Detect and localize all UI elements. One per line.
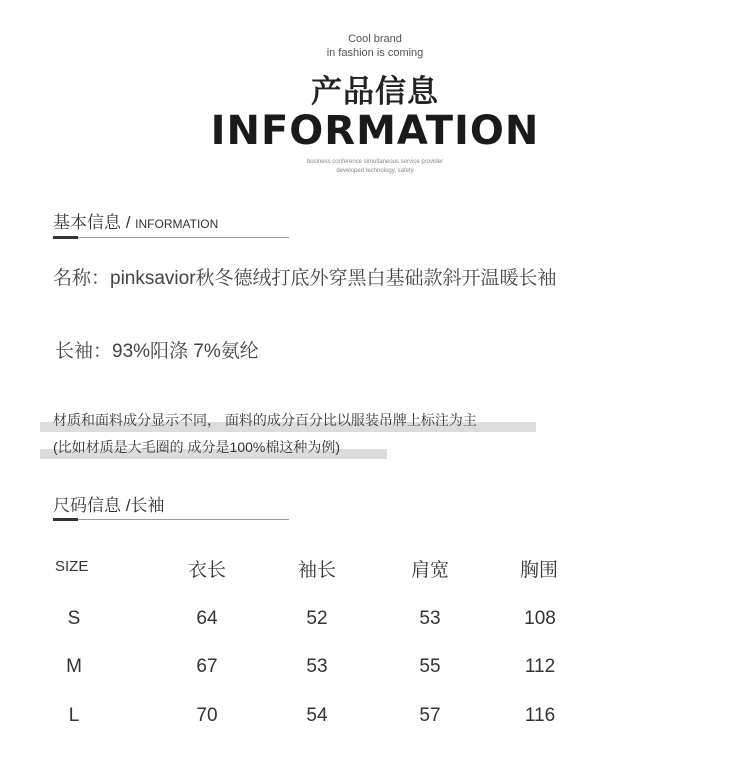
page-title-cn: 产品信息 [311, 74, 439, 109]
table-cell: 55 [419, 656, 441, 677]
size-info-divider-accent [53, 518, 78, 521]
table-cell: 112 [524, 656, 556, 677]
size-table-header-sleeve: 袖长 [297, 560, 336, 581]
table-row-size: L [68, 705, 80, 726]
tagline-1: Cool brand [348, 33, 402, 45]
table-cell: 64 [196, 608, 218, 629]
table-row-size: S [67, 608, 81, 629]
size-info-divider [53, 519, 289, 520]
material-note-2: (比如材质是大毛圈的 成分是100%棉这种为例) [53, 439, 341, 455]
header-subtext-2: developed technology, safety [336, 168, 414, 174]
size-info-heading: 尺码信息 /长袖 [53, 496, 165, 515]
size-table-header-chest: 胸围 [519, 560, 558, 581]
size-table-header-shoulder: 肩宽 [410, 560, 449, 581]
basic-info-divider-accent [53, 236, 78, 239]
basic-info-divider [53, 237, 289, 238]
table-cell: 54 [306, 705, 328, 726]
product-material: 长袖：93%阳涤 7%氨纶 [55, 341, 259, 362]
table-cell: 53 [419, 608, 441, 629]
basic-info-heading [53, 208, 218, 233]
basic-info-title-cn: 基本信息 / [53, 213, 136, 232]
table-cell: 53 [306, 656, 328, 677]
material-note-1: 材质和面料成分显示不同， 面料的成分百分比以服装吊牌上标注为主 [53, 412, 477, 428]
table-cell: 57 [419, 705, 441, 726]
table-cell: 116 [524, 705, 556, 726]
table-cell: 52 [306, 608, 328, 629]
table-cell: 108 [524, 608, 556, 629]
page-title-en: INFORMATION [210, 108, 540, 154]
product-name: 名称：pinksavior秋冬德绒打底外穿黑白基础款斜开温暖长袖 [53, 268, 557, 289]
tagline-2: in fashion is coming [326, 47, 424, 59]
table-row-size: M [66, 656, 82, 677]
basic-info-title-en: INFORMATION [135, 217, 219, 231]
table-cell: 67 [196, 656, 218, 677]
size-table-header-size: SIZE [55, 558, 89, 575]
table-cell: 70 [196, 705, 218, 726]
header-subtext-1: business conference simultaneous service provider [306, 159, 444, 165]
size-table-header-length: 衣长 [187, 560, 226, 581]
